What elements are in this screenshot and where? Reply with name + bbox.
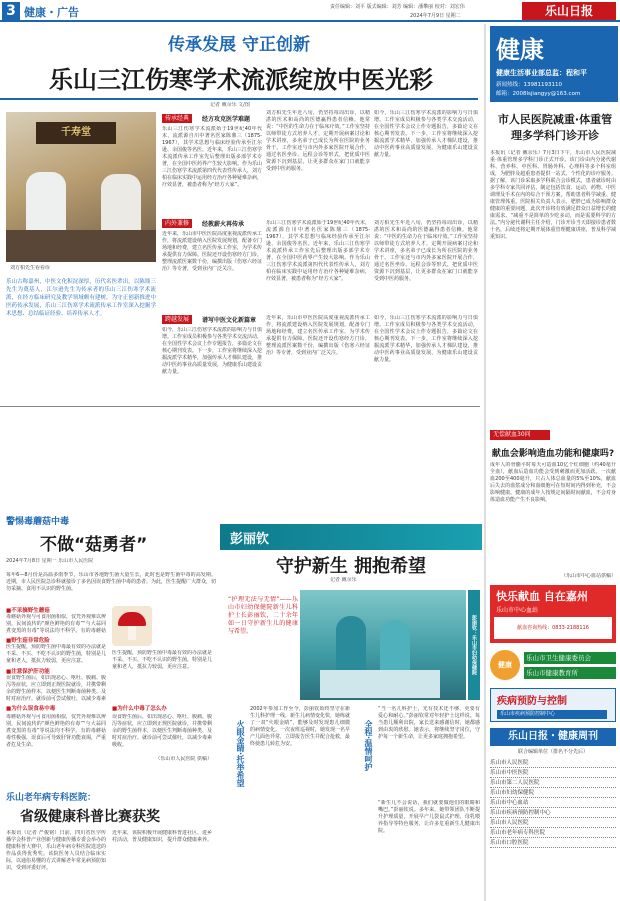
tag-text: 经方攻克医学难题 <box>202 116 251 123</box>
elder-text: 近年来，该院积极开展健康科普进社区、进乡村活动，普及健康知识，提升群众健康素养。 <box>112 830 212 843</box>
mushroom-source: （乐山市人民医院 供稿） <box>155 756 212 762</box>
article2-title: 献血会影响造血功能和健康吗? <box>491 449 615 459</box>
ad-subtitle: 乐山市健康教育所 <box>524 667 616 679</box>
photo-caption: 刘方柏先生看看诊 <box>10 265 51 271</box>
list-item: 乐山市第二人民医院 <box>490 778 616 788</box>
article-col: 乐山三江伤寒学术流派始于19世纪40年代末，流派源自川中著名医家陈鼎三（1875-1967），其学术思想与临床经验传承至江尔逊、余国俊等名医。近年来，乐山三江伤寒学术流派传承工作室先后整理出版多部学术专著，在全国中医药界产生较大影响。作为乐山三江伤寒学术流派第四代代表性传承人，刘方柏在临床实践中运用经方治疗各种疑难杂病，疗效显著，被患者称为“经方大家”。 <box>266 220 370 282</box>
health-section-head <box>490 26 618 102</box>
top-byline: 记者 戴余乐 文/图 <box>210 102 250 108</box>
health-badge: 健康 <box>490 650 520 680</box>
mushroom-illustration <box>112 606 152 646</box>
tag-label: 跨越发展 <box>162 315 192 324</box>
section-name: 健康・广告 <box>24 6 79 19</box>
article-col: 近年来，乐山市中医医院高度重视流派传承工作，将流派建设纳入医院发展规划，配备专门场地和经费，建立名医传承工作室，为学术传承提供有力保障。医院还开设伤寒经方门诊，整理流派医案数千份，编撰出版《伤寒六经证治》等专著，受到业内广泛关注。 <box>266 315 370 356</box>
list-item: 乐山市中医医院 <box>490 768 616 778</box>
ad-subtitle: 乐山市中心血站 <box>496 607 539 614</box>
list-item: 乐山市口腔医院 <box>490 838 616 848</box>
list-item: 乐山市中心血站 <box>490 798 616 808</box>
incubator <box>320 670 440 698</box>
nurse-byline: 记者 戴余乐 <box>330 577 357 583</box>
list-item: 乐山市人民医院 <box>490 758 616 768</box>
col-label: 火眼金睛·托举希望 <box>236 720 245 788</box>
nurse-banner <box>220 524 482 550</box>
article-col: 刘方柏先生年近八旬，仍坚持每周出诊，以精湛的医术和高尚的医德赢得患者信赖。他常说：“中医的生命力在于临床疗效。”工作室坚持以师带徒方式培养人才，定期开展病案讨论和学术讲座，多名弟子已成长为所在医院的业务骨干。工作室还与市内外多家医院开展合作，通过名医坐诊、远程会诊等形式，把优质中医资源下沉到基层，让更多群众在家门口就能享受到中医药服务。 <box>266 110 370 172</box>
top-kicker: 传承发展 守正创新 <box>168 35 310 55</box>
mushroom-stem <box>128 626 136 640</box>
promo-email: 邮箱：2008lsjiangyy@163.com <box>496 91 581 97</box>
ad-line: 献血咨询热线：0833-2188116 <box>494 617 612 639</box>
list-item: 乐山市妇幼保健院 <box>490 788 616 798</box>
nurse-title: 守护新生 拥抱希望 <box>275 556 427 577</box>
tag-text: 谱写中医文化新篇章 <box>202 317 257 324</box>
nurse-figure <box>336 616 366 676</box>
article2-kicker: 无偿献血30问 <box>490 430 550 440</box>
article-col: 毒蘑菇外观与可食用菌相似，仅凭外观难以辨别，民间流传的“颜色鲜艳的有毒”“与大蒜同煮变黑的有毒”等说法均不科学。有的毒蘑菇毒性极强，误食后可导致肝肾功能衰竭，严重者危及生命。 <box>6 714 106 748</box>
editor-line: 责任编辑：刘平 版式编辑：刘芳 编辑：潘攀丽 校对：刘宏伟 <box>330 4 465 10</box>
promo-phone: 新闻热线：13981193110 <box>496 82 562 88</box>
section-heading: ■为什么中毒了怎么办 <box>112 706 167 712</box>
nurse-photo <box>300 590 466 700</box>
divider <box>0 98 478 100</box>
intro-text: 乐山古称嘉州，中医文化积淀深厚，历代名医辈出。以陈鼎三先生为奠基人，江尔逊先生为传承者的乐山三江伤寒学术流派，在经方临床研究及教学领域颇有建树。为守正创新推进中医药传承发展，乐山三江伤寒学术流派传承工作室深入挖掘学术思想、总结临证经验、培养传承人才。 <box>6 279 156 317</box>
article-col: 刘方柏先生年近八旬，仍坚持每周出诊，以精湛的医术和高尚的医德赢得患者信赖。他常说：“中医的生命力在于临床疗效。”工作室坚持以师带徒方式培养人才，定期开展病案讨论和学术讲座，多名弟子已成长为所在医院的业务骨干。工作室还与市内外多家医院开展合作，通过名医坐诊、远程会诊等形式，把优质中医资源下沉到基层，让更多群众在家门口就能享受到中医药服务。 <box>374 220 478 282</box>
ad-title: 疾病预防与控制 <box>497 696 567 707</box>
top-title: 乐山三江伤寒学术流派绽放中医光彩 <box>49 66 433 94</box>
promo-line: 健康生活事业部总监：程和平 <box>496 69 587 77</box>
section-heading: ■不采摘野生蘑菇 <box>6 608 50 614</box>
doctor-figure <box>26 172 66 232</box>
ad-title: 快乐献血 自在嘉州 <box>496 590 588 603</box>
blood-ad <box>490 585 616 643</box>
article-col: 医生提醒，预防野生菌中毒最有效的办法就是不采、不买、不吃不认识的野生菌，特别是儿童和老人，抵抗力较弱，更应注意。 <box>6 644 106 664</box>
desk <box>6 230 156 262</box>
date-line: 2024年7月9日 星期二 <box>410 13 461 19</box>
weekly-sub: 联合编辑单位（排名不分先后） <box>517 749 588 755</box>
article-col: 近年来，乐山市中医医院高度重视流派传承工作，将流派建设纳入医院发展规划，配备专门场地和经费，建立名医传承工作室，为学术传承提供有力保障。医院还开设伤寒经方门诊，整理流派医案数千份，编撰出版《伤寒六经证治》等专著，受到业内广泛关注。 <box>162 231 262 272</box>
cdc-ad <box>490 688 616 722</box>
article-col: 医生提醒，预防野生菌中毒最有效的办法就是不采、不买、不吃不认识的野生菌，特别是儿童和老人，抵抗力较弱，更应注意。 <box>112 650 212 670</box>
elder-text: 本报讯（记者 严俊铭）日前，四川省医学传播学会科普产业创新与健康传播专委会举办的健康科普大赛中，乐山老年病专科医院选送的作品获得优秀奖。该院医务人员结合临床实际，以通俗易懂的方式讲解老年常见病预防知识，受到评委好评。 <box>6 830 106 871</box>
article1-title: 市人民医院减重·体重管理多学科门诊开诊 <box>497 113 613 142</box>
commission-ad <box>490 648 616 684</box>
mushroom-byline: 2024年7月8日 星期一 乐山市人民医院 <box>6 558 94 564</box>
article-col: 误食野生菌后，如出现恶心、呕吐、腹痛、腹泻等症状，应立即到正规医院就诊，并携带剩余的野生菌样本，以便医生判断毒菌种类、及时对症治疗。就诊前可尝试催吐，以减少毒素吸收。 <box>112 714 212 748</box>
health-title: 健康 <box>496 36 544 64</box>
section-heading: ■注意保护肝功能 <box>6 669 50 675</box>
article2-source: （乐山市中心血站供稿） <box>560 573 616 579</box>
nurse-quote: “护理无法与无情”——乐山市妇幼保健院新生儿科护士长彭丽钦，二十余年如一日守护新生儿的健康与希望。 <box>228 596 298 635</box>
divider <box>0 406 480 407</box>
mushroom-lead: 每年6—8月份是高温多雨季节，乐山市各地野生菌大量生长，此时也是野生菌中毒的高发期。近期，市人民医院急诊科就接诊了多名因误食野生菌中毒的患者。为此，医生提醒广大群众，切勿采摘、食用不认识的野生菌。 <box>6 572 216 592</box>
page-number: 3 <box>2 2 20 20</box>
nurse-figure <box>380 620 410 676</box>
article-col: 如今，乐山三江伤寒学术流派的影响力与日俱增。工作室成员积极参与各类学术交流活动，在全国性学术会议上作专题报告，多篇论文在核心期刊发表。下一步，工作室将继续深入挖掘流派学术精华，加强传承人才梯队建设，推动中医药事业高质量发展，为健康乐山建设贡献力量。 <box>374 315 478 363</box>
list-item: 乐山市疾病预防控制中心 <box>490 808 616 818</box>
nurse-label: 彭丽钦 <box>230 532 270 547</box>
nurse-sidebar: 彭丽钦：乐山市妇幼保健院 <box>468 590 480 700</box>
list-item: 乐山市老年病专科医院 <box>490 828 616 838</box>
article-col: 毒蘑菇外观与可食用菌相似，仅凭外观难以辨别，民间流传的“颜色鲜艳的有毒”“与大蒜同煮变黑的有毒”等说法均不科学。有的毒蘑菇 <box>6 614 106 634</box>
column-rule <box>484 24 486 901</box>
paper-logo: 乐山日报 <box>522 2 616 20</box>
col-label: 全程·温情呵护 <box>364 720 373 772</box>
patient-figure <box>101 174 141 234</box>
mushroom-kicker: 警惕毒蘑菇中毒 <box>6 517 70 527</box>
elder-kicker: 乐山老年病专科医院： <box>6 793 97 803</box>
mushroom-title: 不做“菇勇者” <box>40 535 148 555</box>
elder-title: 省级健康科普比赛获奖 <box>20 809 160 825</box>
article-col: “当一名儿科护士，光有技术还不够，更要有爱心和耐心。”彭丽钦常对年轻护士这样说。每当患儿顺利出院，家长送来感谢信时，她都感到由衷的欣慰。她表示，将继续坚守岗位，守护每一个新生命，让更多家庭拥抱希望。 <box>378 706 480 740</box>
tag-label: 传承经典 <box>162 114 192 123</box>
tag-label: 内外兼修 <box>162 219 192 228</box>
article-col: 乐山三江伤寒学术流派始于19世纪40年代末，流派源自川中著名医家陈鼎三（1875-1967），其学术思想与临床经验传承至江尔逊、余国俊等名医。近年来，乐山三江伤寒学术流派传承工作室先后整理出版多部学术专著，在全国中医药界产生较大影响。作为乐山三江伤寒学术流派第四代代表性传承人，刘方柏在临床实践中运用经方治疗各种疑难杂病，疗效显著，被患者称为“经方大家”。 <box>162 126 262 188</box>
article-col: “新生儿不会说话，我们就要做他们的眼睛和嘴巴。”彭丽钦说。多年来，她带领团队不断提升护理质量，开展早产儿袋鼠式护理、母乳喂养指导等特色服务，让许多危重新生儿健康出院。 <box>378 800 480 834</box>
article-col: 如今，乐山三江伤寒学术流派的影响力与日俱增。工作室成员积极参与各类学术交流活动，在全国性学术会议上作专题报告，多篇论文在核心期刊发表。下一步，工作室将继续深入挖掘流派学术精华，加强传承人才梯队建设，推动中医药事业高质量发展，为健康乐山建设贡献力量。 <box>162 327 262 375</box>
article1-text: 本报讯（记者 戴余乐）7月3日下午，乐山市人民医院减重·体重管理多学科门诊正式开诊。该门诊由内分泌代谢科、营养科、中医科、胃肠外科、心理科等多个科室组成，为肥胖及超重患者提供一站式、个性化的诊疗服务。据了解，该门诊采取多学科联合会诊模式，患者就诊时由多学科专家共同评估，制定包括饮食、运动、药物、中医调理及手术在内的综合干预方案，帮助患者科学减重、健康管理体重。医院相关负责人表示，肥胖已成为影响群众健康的重要问题，此次开诊将有效满足群众日益增长的健康需求。“减重不是简单的少吃多动，而是需要科学的方法。”内分泌代谢科主任介绍，门诊开诊当天即接诊患者数十名，后续还将定期开展体重管理健康讲座，普及科学减重知识。 <box>490 150 616 240</box>
article-col: 误食野生菌后，如出现恶心、呕吐、腹痛、腹泻等症状，应立即到正规医院就诊，并携带剩余的野生菌样本，以便医生判断毒菌种类、及时对症治疗。就诊前可尝试催吐，以减少毒素 <box>6 675 106 701</box>
ad-subtitle: 乐山市疾病预防控制中心 <box>497 710 607 719</box>
section-heading: ■野生菇非常危险 <box>6 638 50 644</box>
unit-list <box>490 758 616 848</box>
article-col: 2002年参加工作至今，彭丽钦始终坚守在新生儿科护理一线。新生儿病情变化快，她练就了一双“火眼金睛”，能够及时发现患儿细微的病情变化。一次夜班巡视时，她发现一名早产儿面色异常，立即报告医生并配合抢救，最终使患儿转危为安。 <box>250 706 350 747</box>
article2-text: 成年人的骨髓平时每天可造血10亿个红细胞（约40毫升全血），献血后造血功能会受到刺激而更加活跃。一次献血200至400毫升，只占人体总血量的5%至10%，献血后失去的血浆成分和血细胞可在短时间内得到补充，不会影响健康。健康的成年人按规定间隔时间献血，不会对身体造血功能产生不良影响。 <box>490 462 616 503</box>
article-col: 如今，乐山三江伤寒学术流派的影响力与日俱增。工作室成员积极参与各类学术交流活动，在全国性学术会议上作专题报告，多篇论文在核心期刊发表。下一步，工作室将继续深入挖掘流派学术精华，加强传承人才梯队建设，推动中医药事业高质量发展，为健康乐山建设贡献力量。 <box>374 110 478 158</box>
list-item: 乐山市人民医院 <box>490 818 616 828</box>
section-heading: ■为什么误食易中毒 <box>6 706 56 712</box>
photo-sign: 千寿堂 <box>36 122 116 144</box>
clinic-photo <box>6 112 156 262</box>
weekly-title: 乐山日报・健康周刊 <box>490 728 616 746</box>
ad-title: 乐山市卫生健康委员会 <box>524 652 616 664</box>
tag-text: 经教薪火再传承 <box>202 221 245 228</box>
mushroom-cap <box>118 612 146 626</box>
